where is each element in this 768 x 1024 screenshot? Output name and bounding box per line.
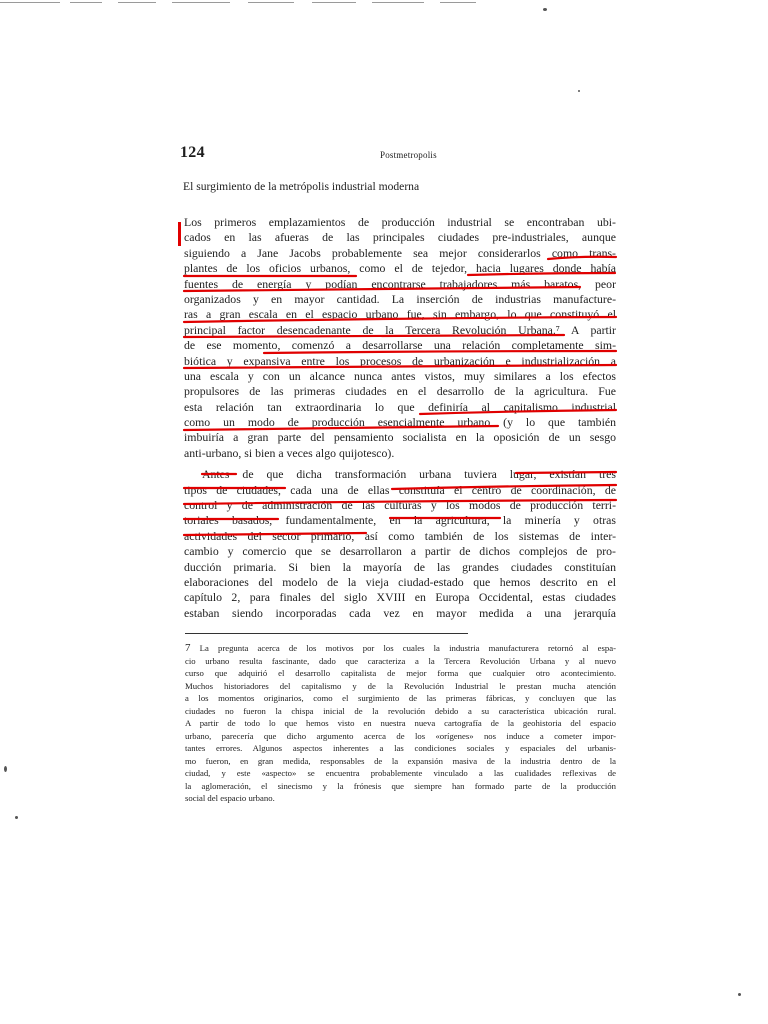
body-line: Antes de que dicha transformación urbana tuviera lugar, existían tres xyxy=(202,467,616,482)
underline-mark xyxy=(468,273,615,275)
underline-mark xyxy=(184,365,616,368)
body-line: esta relación tan extraordinaria lo que definiría al capitalismo industrial xyxy=(184,399,616,414)
footnote-line: A partir de todo lo que hemos visto en nuestra nueva cartografía de la geohistoria del espacio xyxy=(185,718,616,728)
underline-mark xyxy=(184,287,580,291)
body-line: toriales basados, fundamentalmente, en la agricultura, la minería y otras xyxy=(184,513,616,528)
underline-mark xyxy=(184,500,616,504)
footnote-line: curso que adquirió el desarrollo capitalista de mejor forma que cualquier otro acontecimiento. xyxy=(185,668,616,678)
body-line: como un modo de producción esencialmente urbano (y lo que también xyxy=(184,415,616,430)
body-line: ras a gran escala en el espacio urbano fue, sin embargo, lo que constituyó el xyxy=(184,307,616,322)
footnote-line: cio urbano resulta fascinante, dado que caracteriza a la Tercera Revolución Urbana y al nuevo xyxy=(185,655,616,666)
footnote-line: a los momentos originarios, como el surgimiento de las primeras fábricas, y concluyen que las xyxy=(185,693,616,703)
body-line: de ese momento, comenzó a desarrollarse una relación completamente sim- xyxy=(184,338,616,353)
body-line: control y de administración de las culturas y los modos de producción terri- xyxy=(184,498,616,513)
body-line: organizados y en mayor cantidad. La inserción de industrias manufacture- xyxy=(184,291,616,306)
body-line: actividades del sector primario, así como también de los sistemas de inter- xyxy=(184,528,616,543)
footnote-line: social del espacio urbano. xyxy=(185,793,275,803)
body-line: imbuiría a gran parte del pensamiento socialista en la oposición de un sesgo xyxy=(184,430,616,445)
running-head: Postmetropolis xyxy=(380,150,437,160)
footnote xyxy=(185,642,616,805)
underline-mark xyxy=(184,426,498,430)
page-number: 124 xyxy=(180,144,205,161)
footnote-line: mo fueron, en gran medida, responsables de la expansión masiva de la industria dentro de la xyxy=(185,755,616,766)
body-line: plantes de los oficios urbanos, como el de tejedor, hacia lugares donde había xyxy=(184,261,616,276)
underline-mark xyxy=(420,410,616,414)
footnote-line: Muchos historiadores del capitalismo y de la Revolución Industrial le prestan mucha atención xyxy=(185,680,616,691)
body-line: capítulo 2, para finales del siglo XVIII en Europa Occidental, estas ciudades xyxy=(184,590,616,605)
body-line: Los primeros emplazamientos de producción industrial se encontraban ubi- xyxy=(184,215,616,229)
body-line: fuentes de energía y podían encontrarse trabajadores más baratos, peor xyxy=(184,276,616,291)
underline-mark xyxy=(392,485,616,489)
body-line: estaban siendo incorporadas cada vez en mayor medida a una jerarquía xyxy=(184,605,616,620)
section-title: El surgimiento de la metrópolis industrial moderna xyxy=(183,180,420,193)
body-line: principal factor desencadenante de la Tercera Revolución Urbana.⁷ A partir xyxy=(184,322,616,337)
underline-mark xyxy=(548,257,616,259)
footnote-marker: 7 xyxy=(185,642,191,654)
underline-mark xyxy=(184,533,366,535)
body-line: una escala y con un alcance nunca antes vistos, muy similares a los efectos xyxy=(184,368,616,383)
footnote-line: urbano, parecería que dicho argumento acerca de los «orígenes» nos induce a cometer impor- xyxy=(185,730,616,741)
body-line: tipos de ciudades, cada una de ellas constituía el centro de coordinación, de xyxy=(184,482,616,497)
footnote-line: la aglomeración, el sinecismo y la frónesis que siempre han formado parte de la producción xyxy=(185,780,616,791)
footnote-divider xyxy=(185,633,468,634)
underline-mark xyxy=(184,317,616,322)
body-line: anti-urbano, si bien a veces algo quijotesco). xyxy=(184,445,395,460)
footnote-line: La pregunta acerca de los motivos por los cuales la industria manufacturera retornó al espa- xyxy=(190,643,616,653)
body-line: cambio y comercio que se desarrollaron a partir de dichos complejos de pro- xyxy=(184,544,616,559)
body-line: elaboraciones del modelo de la vieja ciudad-estado que hemos descrito en el xyxy=(184,574,616,589)
body-line: propulsores de las primeras ciudades en el desarrollo de la agricultura. Fue xyxy=(184,384,616,399)
footnote-line: ciudad, y este «aspecto» se encuentra probablemente vinculado a las cualidades reflexivas de xyxy=(185,768,616,778)
footnote-line: tantes errores. Algunos aspectos inherentes a las condiciones sociales y espaciales del urbanis- xyxy=(185,743,616,753)
body-line: ducción primaria. Si bien la mayoría de las grandes ciudades constituían xyxy=(184,559,616,574)
body-line: siguiendo a Jane Jacobs probablemente sea mejor considerarlos como trans- xyxy=(184,245,616,260)
underline-mark xyxy=(184,335,564,337)
underline-mark xyxy=(516,472,616,473)
body-line: cados en las afueras de las principales ciudades pre-industriales, aunque xyxy=(184,230,616,245)
footnote-line: ciudades no fueron la chispa inicial de la revolución debido a su característica ubicación rural. xyxy=(185,705,616,716)
underline-mark xyxy=(264,351,616,353)
body-line: biótica y expansiva entre los procesos de urbanización e industrialización a xyxy=(184,353,616,368)
